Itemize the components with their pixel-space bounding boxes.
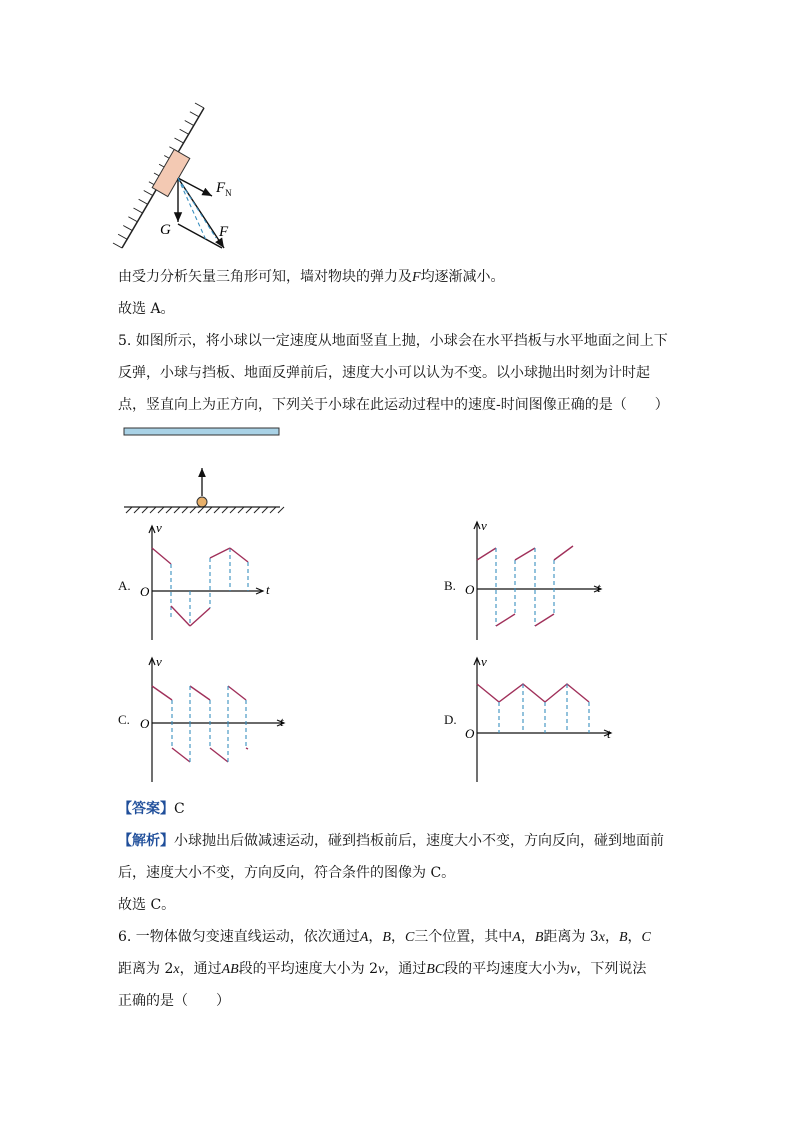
label-G: G: [160, 222, 171, 238]
option-A-label[interactable]: A.: [118, 578, 131, 593]
hatch-mark: [166, 507, 172, 513]
hatch-mark: [214, 507, 220, 513]
velocity-segment: [477, 548, 496, 560]
origin-label: O: [465, 582, 475, 597]
velocity-segment: [172, 748, 190, 762]
q6-line2: 距离为 2x，通过AB段的平均速度大小为 2v，通过BC段的平均速度大小为v，下列说法: [118, 961, 647, 977]
hatch-mark: [238, 507, 244, 513]
hatch-mark: [262, 507, 268, 513]
hatch-mark: [198, 507, 204, 513]
velocity-segment: [230, 548, 248, 562]
hatch-mark: [126, 507, 132, 513]
hatch-mark: [158, 507, 164, 513]
hatch-mark: [195, 103, 204, 108]
option-C-graph: [138, 654, 288, 784]
option-A-graph: [138, 522, 278, 642]
hatch-mark: [175, 138, 184, 143]
hatch-mark: [222, 507, 228, 513]
hatch-mark: [144, 191, 153, 196]
wall-hatching: [113, 103, 204, 248]
option-D-graph: [463, 654, 613, 784]
axis-t-label: t: [280, 714, 284, 729]
option-B-graph: [463, 518, 603, 648]
axis-t-label: t: [266, 582, 270, 597]
axis-v-label: v: [481, 654, 487, 669]
velocity-segment: [228, 686, 246, 700]
hatch-mark: [128, 217, 137, 222]
axis-v-label: v: [156, 654, 162, 669]
q6-line1: 6. 一物体做匀变速直线运动，依次通过A，B，C三个位置，其中A，B距离为 3x，B，C: [118, 929, 651, 945]
force-triangle-figure: [0, 0, 794, 260]
block: [152, 149, 190, 196]
q5-line1: 5. 如图所示，将小球以一定速度从地面竖直上抛，小球会在水平挡板与水平地面之间上下: [118, 333, 668, 349]
axis-t-label: t: [607, 726, 611, 741]
velocity-segment: [477, 684, 589, 702]
hatch-mark: [182, 507, 188, 513]
origin-label: O: [140, 584, 150, 599]
hatch-mark: [139, 199, 148, 204]
q5-final: 故选 C。: [118, 897, 176, 913]
velocity-segment: [210, 748, 228, 762]
hatch-mark: [118, 234, 127, 239]
velocity-segment: [190, 686, 210, 700]
hatch-mark: [134, 208, 143, 213]
velocity-segment: [210, 548, 230, 558]
option-B-label[interactable]: B.: [444, 578, 456, 593]
hatch-mark: [142, 507, 148, 513]
q5-line3: 点，竖直向上为正方向，下列关于小球在此运动过程中的速度-时间图像正确的是（ ）: [118, 397, 669, 413]
velocity-segment: [171, 606, 190, 626]
hatch-mark: [174, 507, 180, 513]
velocity-segment: [152, 548, 171, 564]
hatch-mark: [278, 507, 284, 513]
hatch-mark: [230, 507, 236, 513]
baffle-plate: [124, 428, 279, 435]
velocity-segment: [496, 614, 515, 626]
hatch-mark: [113, 243, 122, 248]
option-C-label[interactable]: C.: [118, 712, 130, 727]
option-D-label[interactable]: D.: [444, 712, 457, 727]
label-FN: $F_N$: [216, 180, 232, 198]
q4-answer: 故选 A。: [118, 301, 175, 317]
origin-label: O: [465, 726, 475, 741]
dashed-line-2: [178, 178, 206, 240]
hatch-mark: [254, 507, 260, 513]
hatch-mark: [190, 507, 196, 513]
hatch-mark: [270, 507, 276, 513]
q4-conclusion: 由受力分析矢量三角形可知，墙对物块的弹力及F均逐渐减小。: [118, 269, 505, 285]
axis-t-label: t: [597, 580, 601, 595]
bounce-setup-figure: [0, 420, 794, 520]
velocity-segment: [515, 548, 535, 560]
hatch-mark: [190, 112, 199, 117]
velocity-segment: [554, 546, 573, 560]
hatch-mark: [150, 507, 156, 513]
axis-v-label: v: [156, 520, 162, 535]
q5-line2: 反弹，小球与挡板、地面反弹前后，速度大小可以认为不变。以小球抛出时刻为计时起: [118, 365, 650, 381]
axis-v-label: v: [481, 518, 487, 533]
label-F: F: [219, 224, 229, 240]
hatch-mark: [134, 507, 140, 513]
ground-hatching: [126, 507, 284, 513]
hatch-mark: [246, 507, 252, 513]
q5-answer: 【答案】C: [118, 801, 185, 817]
hatch-mark: [180, 129, 189, 134]
q6-line3: 正确的是（ ）: [118, 993, 230, 1009]
q5-analysis-line1: 【解析】小球抛出后做减速运动，碰到挡板前后，速度大小不变，方向反向，碰到地面前: [118, 833, 664, 849]
q5-analysis-line2: 后，速度大小不变，方向反向，符合条件的图像为 C。: [118, 865, 456, 881]
dashed-line-1: [178, 178, 216, 238]
hatch-mark: [123, 226, 132, 231]
hatch-mark: [206, 507, 212, 513]
origin-label: O: [140, 716, 150, 731]
velocity-segment: [535, 614, 554, 626]
ball: [197, 497, 207, 507]
velocity-segment: [152, 686, 172, 700]
velocity-segment: [190, 608, 210, 626]
velocity-segment: [246, 748, 248, 749]
hatch-mark: [185, 121, 194, 126]
